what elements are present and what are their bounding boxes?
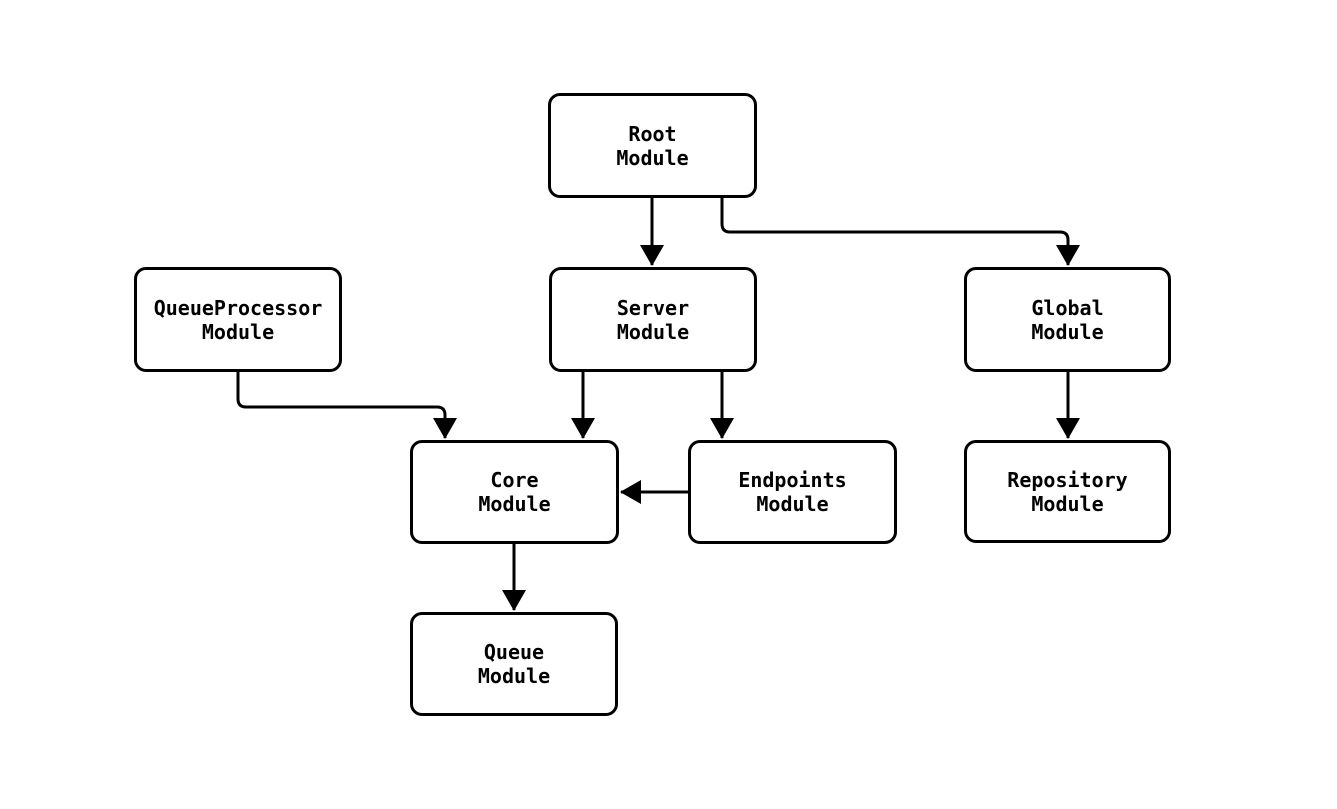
- node-endpoints-label-line2: Module: [756, 492, 829, 516]
- node-repository-label-line1: Repository: [1007, 467, 1128, 492]
- node-repository-module: [964, 440, 1171, 543]
- node-core-module: [410, 440, 619, 544]
- node-queueprocessor-module: [134, 267, 342, 372]
- node-root-module: [548, 93, 757, 198]
- edge-queueprocessor-to-core: [238, 371, 445, 438]
- node-global-module: [964, 267, 1171, 372]
- node-queueprocessor-label-line1: QueueProcessor: [153, 295, 323, 320]
- node-root-label-line1: Root: [628, 121, 677, 146]
- node-endpoints-label-line1: Endpoints: [738, 468, 847, 492]
- node-endpoints-module: [688, 440, 897, 544]
- node-queue-label-line2: Module: [477, 664, 551, 688]
- node-repository-label-line2: Module: [1031, 491, 1104, 516]
- node-server-label-line1: Server: [616, 295, 690, 320]
- node-root-label-line2: Module: [616, 145, 689, 170]
- node-queue-label-line1: Queue: [483, 640, 545, 664]
- node-queue-module: [410, 612, 618, 716]
- node-core-label-line2: Module: [478, 492, 551, 516]
- edge-root-to-global: [722, 197, 1068, 265]
- node-global-label-line2: Module: [1031, 319, 1104, 344]
- node-server-module: [549, 267, 757, 372]
- node-server-label-line2: Module: [616, 319, 690, 344]
- node-core-label-line1: Core: [490, 468, 539, 492]
- node-global-label-line1: Global: [1031, 295, 1104, 320]
- node-queueprocessor-label-line2: Module: [201, 319, 275, 344]
